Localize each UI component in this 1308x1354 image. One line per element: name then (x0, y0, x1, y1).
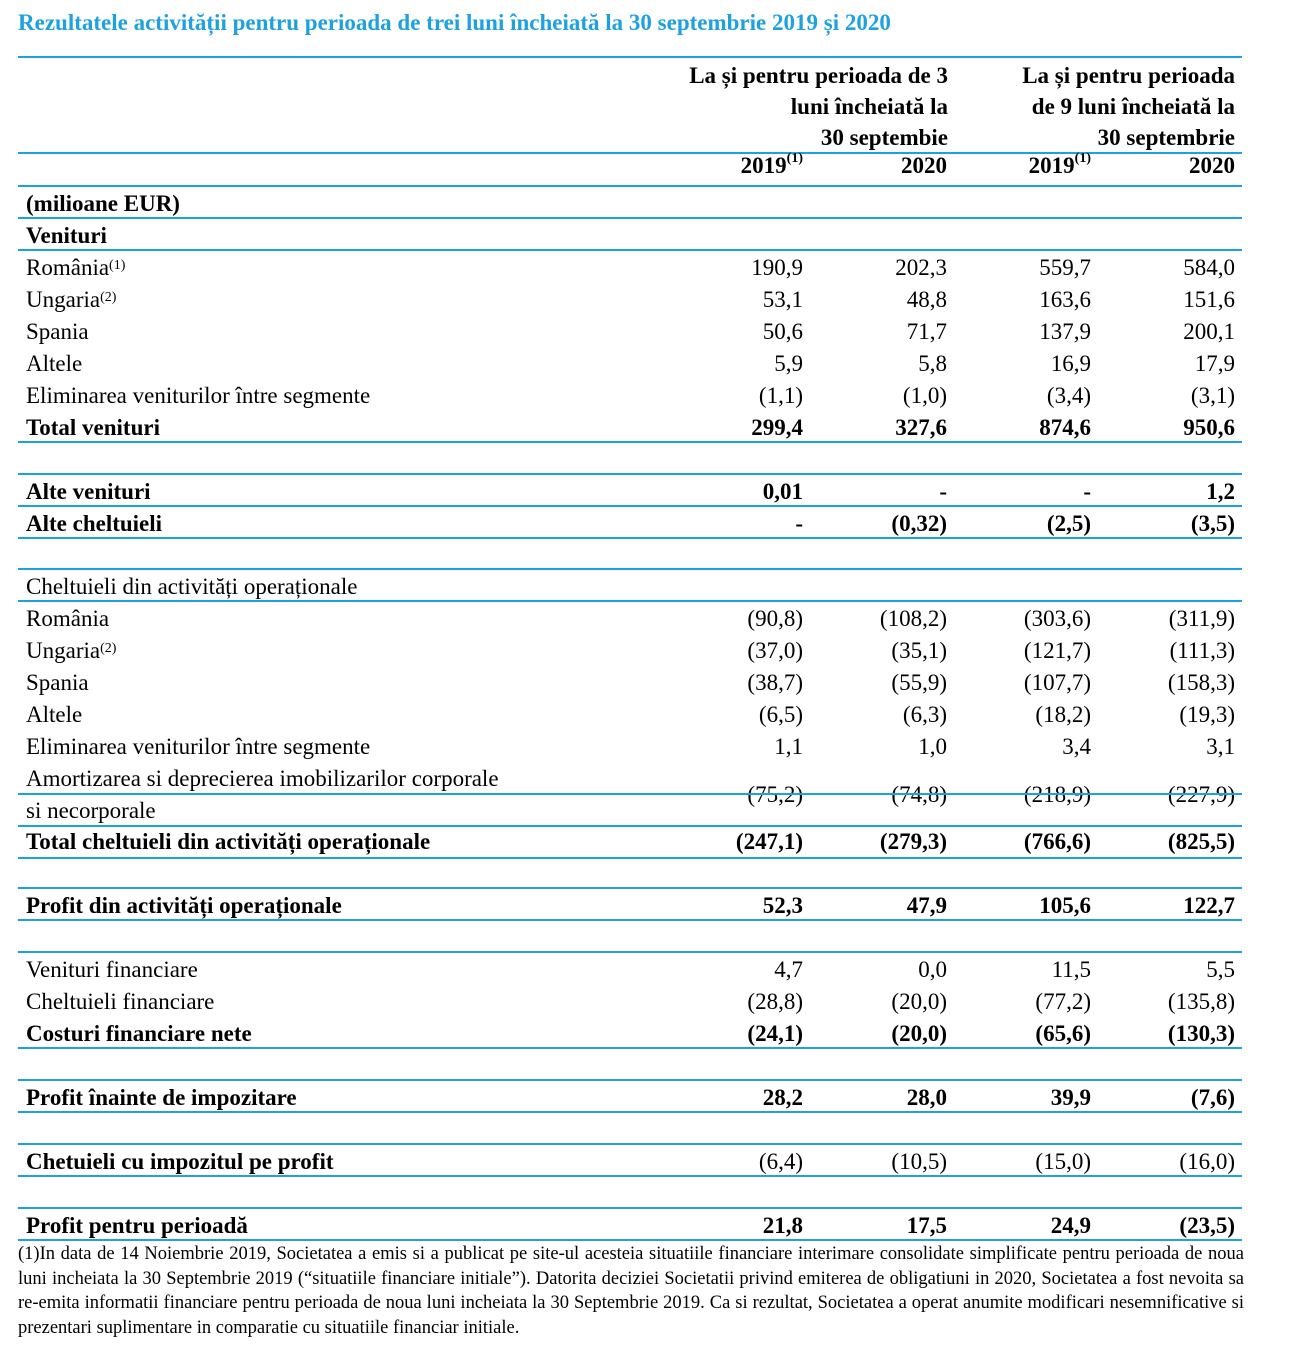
footnote-marker: (1) (109, 258, 126, 273)
value-cell: 1,2 (1206, 479, 1235, 504)
value-cell: (218,9) (1023, 782, 1091, 807)
value-cell: 21,8 (762, 1213, 803, 1238)
value-cell: (3,4) (1046, 383, 1091, 408)
value-cell: (35,1) (891, 638, 947, 663)
value-cell: 5,8 (918, 351, 947, 376)
table-row (18, 731, 1242, 762)
row-label: Profit din activități operaționale (26, 893, 342, 918)
value-cell: 71,7 (906, 319, 947, 344)
value-cell: 200,1 (1183, 319, 1235, 344)
divider (18, 185, 1242, 187)
divider (18, 249, 1242, 251)
value-cell: (2,5) (1046, 511, 1091, 536)
value-cell: (227,9) (1167, 782, 1235, 807)
row-label: Total venituri (26, 415, 160, 440)
table-row (18, 603, 1242, 634)
row-label: Chetuieli cu impozitul pe profit (26, 1149, 334, 1174)
table-row (18, 826, 1242, 857)
col-group-3-months-line: La și pentru perioada de 3 (689, 63, 948, 88)
col-group-3-months-line: 30 septembie (820, 125, 948, 150)
row-label: Venituri financiare (26, 957, 198, 982)
value-cell: 559,7 (1039, 255, 1091, 280)
value-cell: (247,1) (735, 829, 803, 854)
value-cell: 1,1 (774, 734, 803, 759)
row-label: Costuri financiare nete (26, 1021, 252, 1046)
table-row (18, 348, 1242, 379)
value-cell: 5,5 (1206, 957, 1235, 982)
col-group-9-months-line: 30 septembrie (1097, 125, 1235, 150)
footnote-marker: (2) (100, 290, 117, 305)
value-cell: (23,5) (1179, 1213, 1235, 1238)
divider (18, 217, 1242, 219)
value-cell: (18,2) (1035, 702, 1091, 727)
value-cell: 950,6 (1183, 415, 1235, 440)
value-cell: 151,6 (1183, 287, 1235, 312)
value-cell: 17,5 (906, 1213, 947, 1238)
col-group-9-months-header (868, 60, 1235, 153)
row-label: Total cheltuieli din activități operaționale (26, 829, 431, 854)
table-row (18, 763, 1242, 827)
value-cell: (279,3) (879, 829, 947, 854)
row-label: Spania (26, 319, 89, 344)
value-cell: (1,1) (758, 383, 803, 408)
value-cell: 137,9 (1039, 319, 1091, 344)
divider (18, 568, 1242, 570)
footnote: (1)In data de 14 Noiembrie 2019, Societatea a emis si a publicat pe site-ul acesteia situatiile financiare interimare consolidate simplificate pentru perioada de noua luni incheiata la 30 Septembrie 2019 (“situatiile financiare initiale”). Datorita deciziei Societatii privind emiterea de obligatiuni in 2020, Societatea a fost nevoita sa re-emita informatii financiare pentru perioada de noua luni incheiata la 30 Septembrie 2019. Ca si rezultat, Societatea a operat anumite modificari nesemnificative si prezentari suplimentare in comparatie cu situatiile financiar initiale. (18, 1244, 1244, 1338)
value-cell: (28,8) (747, 989, 803, 1014)
footnote-marker: (2) (100, 641, 117, 656)
value-cell: 5,9 (774, 351, 803, 376)
row-label: Altele (26, 351, 83, 376)
value-cell: 16,9 (1050, 351, 1091, 376)
year-header: 2020 (901, 153, 947, 178)
table-row (18, 220, 1242, 251)
row-label: Cheltuieli din activități operaționale (26, 574, 358, 599)
value-cell: (16,0) (1179, 1149, 1235, 1174)
value-cell: (825,5) (1167, 829, 1235, 854)
row-label: Profit pentru perioadă (26, 1213, 248, 1238)
divider (18, 441, 1242, 443)
divider (18, 951, 1242, 953)
table-row (18, 1082, 1242, 1113)
divider (18, 857, 1242, 859)
divider (18, 793, 1242, 795)
value-cell: 28,0 (906, 1085, 947, 1110)
table-row (18, 1018, 1242, 1049)
value-cell: - (939, 479, 947, 504)
value-cell: 17,9 (1194, 351, 1235, 376)
value-cell: 105,6 (1039, 893, 1091, 918)
divider (18, 505, 1242, 507)
value-cell: (37,0) (747, 638, 803, 663)
value-cell: 0,0 (918, 957, 947, 982)
value-cell: (107,7) (1023, 670, 1091, 695)
value-cell: (3,5) (1190, 511, 1235, 536)
row-label-continuation: si necorporale (26, 798, 156, 823)
year-header: 2020 (1189, 153, 1235, 178)
value-cell: - (795, 511, 803, 536)
table-row (18, 667, 1242, 698)
value-cell: 28,2 (762, 1085, 803, 1110)
value-cell: 190,9 (751, 255, 803, 280)
table-row (18, 890, 1242, 921)
divider (18, 1047, 1242, 1049)
row-label: Ungaria$^{(2)}$ (26, 638, 117, 663)
divider (18, 825, 1242, 827)
table-row (18, 1146, 1242, 1177)
value-cell: (15,0) (1035, 1149, 1091, 1174)
value-cell: (55,9) (891, 670, 947, 695)
divider (18, 1079, 1242, 1081)
value-cell: (766,6) (1023, 829, 1091, 854)
value-cell: 53,1 (762, 287, 803, 312)
table-row (18, 476, 1242, 507)
divider (18, 600, 1242, 602)
row-label: Profit înainte de impozitare (26, 1085, 297, 1110)
value-cell: (77,2) (1035, 989, 1091, 1014)
value-cell: (1,0) (902, 383, 947, 408)
value-cell: (10,5) (891, 1149, 947, 1174)
divider (18, 887, 1242, 889)
value-cell: (65,6) (1035, 1021, 1091, 1046)
table-row (18, 635, 1242, 666)
value-cell: 1,0 (918, 734, 947, 759)
table-row (18, 316, 1242, 347)
table-row (18, 954, 1242, 985)
value-cell: - (1083, 479, 1091, 504)
row-label: Spania (26, 670, 89, 695)
value-cell: 11,5 (1051, 957, 1091, 982)
table-row (18, 188, 1242, 219)
table-row (18, 508, 1242, 539)
value-cell: (6,5) (758, 702, 803, 727)
col-group-9-months-line: de 9 luni încheiată la (1031, 94, 1235, 119)
value-cell: 202,3 (895, 255, 947, 280)
value-cell: (20,0) (891, 1021, 947, 1046)
value-cell: 3,4 (1062, 734, 1091, 759)
value-cell: 163,6 (1039, 287, 1091, 312)
value-cell: 874,6 (1039, 415, 1091, 440)
table-row (18, 699, 1242, 730)
col-group-9-months-line: La și pentru perioada (1022, 63, 1235, 88)
col-group-3-months-line: luni încheiată la (790, 94, 948, 119)
divider (18, 1239, 1242, 1241)
value-cell: 3,1 (1206, 734, 1235, 759)
page-title: Rezultatele activității pentru perioada de trei luni încheiată la 30 septembrie 2019 și 2020 (18, 10, 891, 35)
value-cell: 47,9 (906, 893, 947, 918)
table-row (18, 1210, 1242, 1241)
value-cell: 299,4 (751, 415, 803, 440)
row-label: Ungaria$^{(2)}$ (26, 287, 117, 312)
row-label: Cheltuieli financiare (26, 989, 215, 1014)
value-cell: 50,6 (762, 319, 803, 344)
divider (18, 473, 1242, 475)
value-cell: (7,6) (1190, 1085, 1235, 1110)
year-header: 2019$^{(1)}$ (740, 151, 803, 178)
table-row (18, 284, 1242, 315)
value-cell: (90,8) (747, 606, 803, 631)
table-row (18, 380, 1242, 411)
value-cell: (3,1) (1190, 383, 1235, 408)
table-row (18, 412, 1242, 443)
value-cell: 24,9 (1050, 1213, 1091, 1238)
value-cell: (6,3) (902, 702, 947, 727)
value-cell: (303,6) (1023, 606, 1091, 631)
divider (18, 1111, 1242, 1113)
row-label: (milioane EUR) (26, 191, 180, 216)
value-cell: (311,9) (1168, 606, 1235, 631)
value-cell: 48,8 (906, 287, 947, 312)
value-cell: 52,3 (762, 893, 803, 918)
table-row (18, 571, 1242, 602)
value-cell: (135,8) (1167, 989, 1235, 1014)
row-label: România (26, 606, 110, 631)
row-label: Eliminarea veniturilor între segmente (26, 383, 371, 408)
value-cell: (38,7) (747, 670, 803, 695)
value-cell: (111,3) (1169, 638, 1235, 663)
row-label: Altele (26, 702, 83, 727)
value-cell: 327,6 (895, 415, 947, 440)
value-cell: (121,7) (1023, 638, 1091, 663)
value-cell: (6,4) (758, 1149, 803, 1174)
divider (18, 537, 1242, 539)
value-cell: (74,8) (891, 782, 947, 807)
value-cell: (19,3) (1179, 702, 1235, 727)
divider (18, 1175, 1242, 1177)
value-cell: (75,2) (747, 782, 803, 807)
value-cell: 39,9 (1050, 1085, 1091, 1110)
table-row (18, 986, 1242, 1017)
row-label: Venituri (26, 223, 107, 248)
divider (18, 1207, 1242, 1209)
value-cell: 0,01 (762, 479, 803, 504)
row-label: Eliminarea veniturilor între segmente (26, 734, 371, 759)
header-rule (18, 56, 1242, 58)
table-row (18, 252, 1242, 283)
value-cell: (24,1) (747, 1021, 803, 1046)
value-cell: (130,3) (1167, 1021, 1235, 1046)
year-header: 2019$^{(1)}$ (1028, 151, 1091, 178)
value-cell: (0,32) (891, 511, 947, 536)
value-cell: (20,0) (891, 989, 947, 1014)
divider (18, 1143, 1242, 1145)
value-cell: 122,7 (1183, 893, 1235, 918)
value-cell: 584,0 (1183, 255, 1235, 280)
row-label: Alte cheltuieli (26, 511, 163, 536)
value-cell: (108,2) (879, 606, 947, 631)
value-cell: (158,3) (1167, 670, 1235, 695)
divider (18, 919, 1242, 921)
row-label: Amortizarea si deprecierea imobilizarilor corporale si necorporale (26, 763, 499, 827)
row-label: Alte venituri (26, 479, 151, 504)
value-cell: 4,7 (774, 957, 803, 982)
row-label: România$^{(1)}$ (26, 255, 126, 280)
